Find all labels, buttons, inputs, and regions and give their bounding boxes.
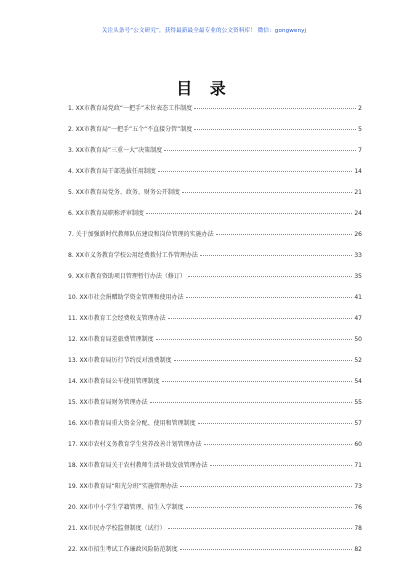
toc-entry[interactable] [68,103,362,124]
toc-entry-page: 26 [354,231,362,238]
toc-leader-dots [180,549,353,550]
toc-entry-page: 54 [354,378,362,385]
toc-leader-dots [168,318,353,319]
toc-leader-dots [186,297,353,298]
toc-entry[interactable] [68,460,362,481]
toc-leader-dots [164,150,356,151]
toc-entry-page: 52 [354,357,362,364]
toc-entry[interactable] [68,523,362,544]
toc-entry[interactable] [68,145,362,166]
toc-leader-dots [194,108,356,109]
table-of-contents [68,103,362,565]
toc-entry[interactable] [68,250,362,271]
toc-entry[interactable] [68,124,362,145]
toc-entry-label: 2. XX市教育局“一把手”五个“不直接分管”制度 [68,126,193,133]
toc-entry-page: 57 [354,420,362,427]
toc-leader-dots [146,213,353,214]
toc-entry-label: 19. XX市教育局“阳光分班”实施管理办法 [68,483,178,490]
toc-entry[interactable] [68,187,362,208]
toc-entry[interactable] [68,334,362,355]
toc-leader-dots [150,402,353,403]
toc-entry-label: 13. XX市教育局厉行节约反对浪费制度 [68,357,172,364]
toc-entry-label: 22. XX市招生考试工作廉政风险防范制度 [68,546,178,553]
toc-entry-label: 21. XX市民办学校监督制度（试行） [68,525,166,532]
toc-entry-page: 71 [354,462,362,469]
toc-leader-dots [216,234,353,235]
toc-entry[interactable] [68,418,362,439]
toc-entry-page: 73 [354,483,362,490]
toc-leader-dots [158,171,353,172]
toc-entry-label: 3. XX市教育局“三重一大”决策制度 [68,147,163,154]
toc-leader-dots [180,486,352,487]
toc-leader-dots [156,339,353,340]
toc-entry[interactable] [68,502,362,523]
toc-entry-page: 7 [358,147,362,154]
toc-entry-label: 4. XX市教育局干部选拔任用制度 [68,168,156,175]
toc-entry-label: 10. XX市社会捐赠助学资金管理和使用办法 [68,294,184,301]
toc-entry-page: 47 [354,315,362,322]
toc-entry-label: 12. XX市教育局差旅费管理制度 [68,336,154,343]
toc-entry-label: 8. XX市义务教育学校公用经费拨付工作管理办法 [68,252,198,259]
page-title: 目 录 [176,79,232,98]
toc-entry-label: 16. XX市教育局重大资金分配、使用和管理制度 [68,420,196,427]
toc-entry[interactable] [68,481,362,502]
toc-entry-page: 41 [354,294,362,301]
toc-leader-dots [210,465,353,466]
toc-leader-dots [186,507,353,508]
toc-entry[interactable] [68,355,362,376]
toc-entry[interactable] [68,439,362,460]
toc-entry[interactable] [68,292,362,313]
toc-entry-page: 5 [358,126,362,133]
toc-entry-page: 82 [354,546,362,553]
toc-entry-page: 55 [354,399,362,406]
toc-entry-label: 18. XX市教育局关于农村教师生活补助发放管理办法 [68,462,208,469]
toc-entry[interactable] [68,229,362,250]
toc-entry-label: 1. XX市教育局党政“一把手”末位表态工作制度 [68,105,193,112]
toc-leader-dots [162,381,353,382]
toc-entry-page: 60 [354,441,362,448]
toc-leader-dots [198,423,353,424]
toc-entry-page: 14 [354,168,362,175]
toc-leader-dots [200,255,353,256]
toc-entry-page: 33 [354,252,362,259]
toc-entry-page: 50 [354,336,362,343]
header-banner: 关注头条号“公文研究”，获得最新最全最专业的公文资料库！ 微信：gongwenyj [101,28,307,34]
toc-entry[interactable] [68,397,362,418]
toc-entry-label: 9. XX市教育资助项目管理暂行办法（修订） [68,273,186,280]
toc-entry-page: 78 [354,525,362,532]
toc-entry-label: 5. XX市教育局党务、政务、财务公开制度 [68,189,180,196]
toc-leader-dots [188,276,353,277]
toc-entry-page: 35 [354,273,362,280]
toc-leader-dots [168,528,353,529]
toc-leader-dots [174,360,353,361]
toc-entry-label: 15. XX市教育局财务管理办法 [68,399,148,406]
toc-entry[interactable] [68,271,362,292]
toc-entry-page: 76 [354,504,362,511]
toc-entry-page: 21 [354,189,362,196]
toc-entry-label: 17. XX市农村义务教育学生营养改善计划管理办法 [68,441,202,448]
toc-entry[interactable] [68,313,362,334]
toc-leader-dots [182,192,353,193]
toc-entry[interactable] [68,376,362,397]
toc-entry[interactable] [68,166,362,187]
toc-entry-label: 20. XX市中小学生学籍管理、招生入学制度 [68,504,184,511]
toc-entry-label: 7. 关于加强新时代教师队伍建设和岗位管理的实施办法 [68,231,214,238]
toc-entry-label: 11. XX市教育工会经费收支管理办法 [68,315,166,322]
toc-entry[interactable] [68,544,362,565]
toc-entry-label: 14. XX市教育局公车使用管理制度 [68,378,160,385]
toc-entry[interactable] [68,208,362,229]
toc-leader-dots [204,444,353,445]
toc-entry-label: 6. XX市教育局职称评审制度 [68,210,144,217]
toc-entry-page: 2 [358,105,362,112]
toc-leader-dots [194,129,356,130]
toc-entry-page: 24 [354,210,362,217]
